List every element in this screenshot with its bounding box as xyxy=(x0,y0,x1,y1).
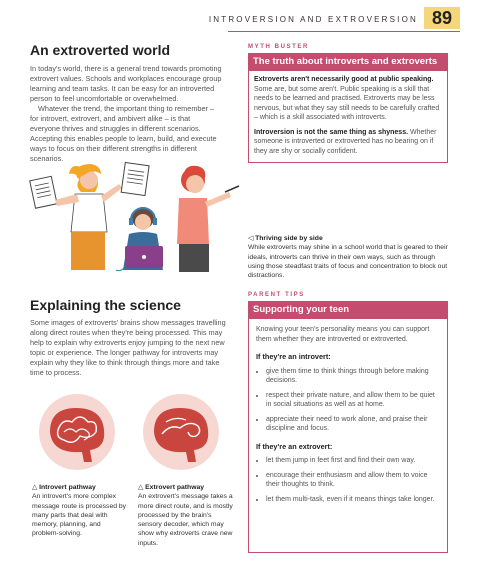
extrovert-tips-list xyxy=(256,456,440,504)
myth-2 xyxy=(254,128,442,157)
extrovert-caption-text: An extrovert's message takes a more direct route, and is mostly processed by the brain's sensory decoder, which may show why extroverts crave new inputs. xyxy=(138,493,233,547)
extrovert-caption xyxy=(138,483,234,548)
parent-tips-box xyxy=(248,292,448,553)
extrovert-brain-illustration xyxy=(136,392,226,472)
extrovert-tips-heading: If they're an extrovert: xyxy=(256,441,333,451)
thriving-lead: Thriving side by side xyxy=(255,235,323,242)
list-item: • give them time to think things through before making decisions. xyxy=(266,367,440,386)
extrovert-caption-lead: Extrovert pathway xyxy=(145,484,205,491)
list-item: • appreciate their need to work alone, and praise their discipline and focus. xyxy=(266,415,440,434)
extroverted-paragraph-1: In today's world, there is a general trend towards promoting extrovert values. Schools and workplaces encourage group learning and team tasks. It can be easy for an introverted person to feel uncomfortable or overwhelmed. xyxy=(30,64,222,103)
myth-2-body: Whether someone is introverted or extroverted has no bearing on if they are shy or socially confident. xyxy=(254,128,437,155)
running-head: INTROVERSION AND EXTROVERSION xyxy=(208,15,418,24)
science-section xyxy=(30,297,230,378)
myth-2-lead: Introversion is not the same thing as shyness. xyxy=(254,128,409,136)
myth-buster-kicker: MYTH BUSTER xyxy=(248,44,309,50)
myth-buster-title: The truth about introverts and extroverts xyxy=(248,53,448,71)
introvert-tips-heading: If they're an introvert: xyxy=(256,352,331,361)
list-item: • let them multi-task, even if it means things take longer. xyxy=(266,495,440,505)
parent-tips-intro: Knowing your teen's personality means you can support them whether they are introverted or extroverted. xyxy=(256,326,430,343)
myth-1-body: Some are, but some aren't. Public speaking is a skill that needs to be learned and practised. Extroverts may be less nervous, but what they say still needs to be carefully crafted – which is a skill associated with introverts. xyxy=(254,85,440,121)
triangle-up-icon: △ xyxy=(32,484,38,491)
science-text: Some images of extroverts' brains show messages travelling along direct routes when they're being processed. This may help to explain why extroverts enjoy jumping to the next new topic or experience. The longer pathway for introverts may explain why they like to think through things more and take time to process. xyxy=(30,318,226,377)
thriving-caption xyxy=(248,234,448,280)
extroverted-section xyxy=(30,42,222,164)
myth-buster-box xyxy=(248,44,448,163)
parent-tips-title: Supporting your teen xyxy=(248,301,448,319)
header-rule xyxy=(228,31,460,32)
introvert-caption-text: An introvert's more complex message route is processed by many parts that deal with memory, planning, and problem-solving. xyxy=(32,493,127,538)
thriving-text: While extroverts may shine in a school world that is geared to their ideals, introverts can thrive in their own ways, such as through using those steadfast traits of focus and concentration to block out distractions. xyxy=(248,244,448,280)
page-number: 89 xyxy=(424,7,460,29)
list-item: • encourage their enthusiasm and allow them to voice their thoughts to think. xyxy=(266,471,440,490)
section-title-science: Explaining the science xyxy=(30,297,181,313)
list-item: • let them jump in feet first and find their own way. xyxy=(266,456,440,466)
introvert-brain-illustration xyxy=(32,392,122,472)
triangle-up-icon: △ xyxy=(138,484,144,491)
extroverted-paragraph-2: Whatever the trend, the important thing to remember – for introvert, extrovert, and ambivert alike – is that everyone thrives and struggles in different scenarios. Accepting this enables people to learn, build, and execute ways to focus on their different strengths in different scenarios. xyxy=(30,104,217,163)
myth-1-lead: Extroverts aren't necessarily good at public speaking. xyxy=(254,76,434,83)
myth-1 xyxy=(254,75,442,123)
introvert-tips-list xyxy=(256,367,440,434)
teens-illustration xyxy=(25,150,250,275)
parent-tips-kicker: PARENT TIPS xyxy=(248,292,305,298)
section-title-extroverted: An extroverted world xyxy=(30,42,171,58)
introvert-caption-lead: Introvert pathway xyxy=(39,484,96,491)
left-arrow-icon: ◁ xyxy=(248,235,254,242)
introvert-caption xyxy=(32,483,127,539)
list-item: • respect their private nature, and allow them to be quiet in social situations as well as at home. xyxy=(266,391,440,410)
